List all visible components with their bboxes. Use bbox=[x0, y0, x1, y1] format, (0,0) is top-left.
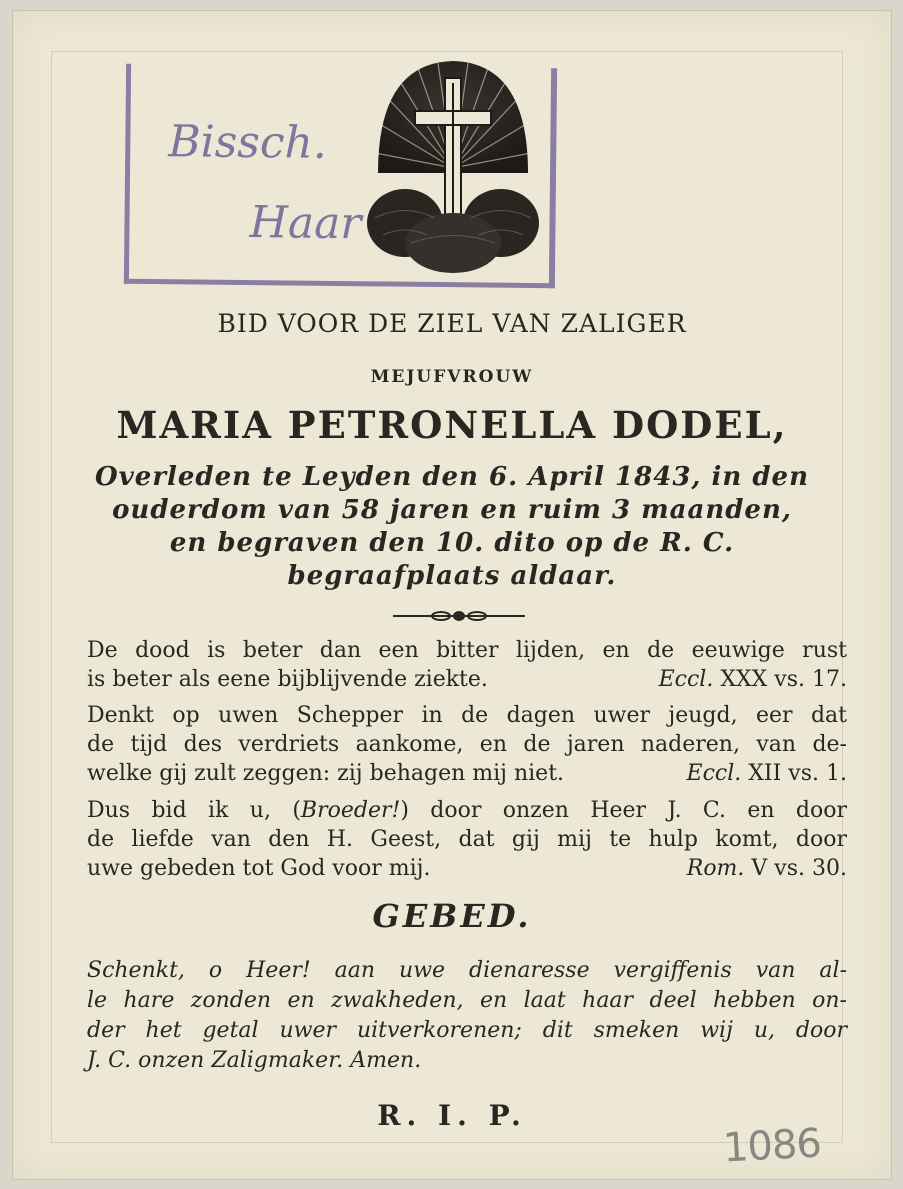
prayer-line: Schenkt, o Heer! aan uwe dienaresse vergiffenis van al- bbox=[87, 958, 847, 983]
paragraph-text: welke gij zult zeggen: zij behagen mij niet. bbox=[87, 761, 565, 786]
scripture-paragraph-3 bbox=[87, 796, 847, 883]
reference-book: Rom. bbox=[686, 856, 745, 881]
ornament-divider-icon bbox=[391, 607, 527, 625]
paragraph-line bbox=[87, 854, 847, 883]
scripture-reference bbox=[687, 759, 847, 788]
paragraph-line bbox=[87, 665, 847, 694]
paragraph-line: Denkt op uwen Schepper in de dagen uwer jeugd, eer dat bbox=[87, 703, 847, 728]
stamp-line-1: Bissch. bbox=[168, 116, 328, 169]
prayer-title: GEBED. bbox=[372, 897, 532, 935]
paragraph-line: de tijd des verdriets aankome, en de jaren naderen, van de- bbox=[87, 732, 847, 757]
scripture-reference bbox=[687, 854, 847, 883]
prayer-card bbox=[12, 10, 892, 1180]
paragraph-line bbox=[87, 796, 847, 825]
deceased-name: MARIA PETRONELLA DODEL, bbox=[116, 403, 788, 447]
paragraph-line: De dood is beter dan een bitter lijden, en de eeuwige rust bbox=[87, 638, 847, 663]
scripture-paragraph-1 bbox=[87, 636, 847, 694]
reference-verse: XXX vs. 17. bbox=[720, 667, 847, 692]
prayer-line: der het getal uwer uitverkorenen; dit smeken wij u, door bbox=[87, 1018, 847, 1043]
paragraph-emphasis: Broeder! bbox=[300, 798, 401, 823]
paragraph-line: de liefde van den H. Geest, dat gij mij te hulp komt, door bbox=[87, 827, 847, 852]
reference-verse: V vs. 30. bbox=[751, 856, 847, 881]
details-line: en begraven den 10. dito op de R. C. bbox=[169, 528, 735, 558]
death-details bbox=[53, 461, 851, 593]
paragraph-text: Dus bid ik u, ( bbox=[87, 798, 301, 823]
rip-text: R. I. P. bbox=[377, 1099, 527, 1132]
reference-book: Eccl. bbox=[658, 667, 714, 692]
honorific: MEJUFVROUW bbox=[370, 367, 534, 387]
reference-verse: XII vs. 1. bbox=[748, 761, 847, 786]
stamp-line-2: Haar bbox=[249, 197, 362, 250]
scripture-reference bbox=[659, 665, 847, 694]
paragraph-line bbox=[87, 759, 847, 788]
heading: BID VOOR DE ZIEL VAN ZALIGER bbox=[217, 309, 687, 338]
prayer-line: J. C. onzen Zaligmaker. Amen. bbox=[87, 1048, 422, 1073]
prayer-line: le hare zonden en zwakheden, en laat haar deel hebben on- bbox=[87, 988, 847, 1013]
details-line: ouderdom van 58 jaren en ruim 3 maanden, bbox=[112, 495, 792, 525]
paragraph-text: ) door onzen Heer J. C. en door bbox=[400, 798, 848, 823]
cross-emblem-icon bbox=[363, 53, 543, 275]
reference-book: Eccl. bbox=[686, 761, 742, 786]
scripture-paragraph-2 bbox=[87, 701, 847, 788]
details-line: begraafplaats aldaar. bbox=[287, 561, 617, 591]
paragraph-text: is beter als eene bijblijvende ziekte. bbox=[87, 667, 488, 692]
details-line: Overleden te Leyden den 6. April 1843, in den bbox=[95, 462, 809, 492]
handwritten-number: 1086 bbox=[721, 1120, 822, 1172]
paragraph-text: uwe gebeden tot God voor mij. bbox=[87, 856, 431, 881]
prayer-text bbox=[87, 956, 847, 1076]
